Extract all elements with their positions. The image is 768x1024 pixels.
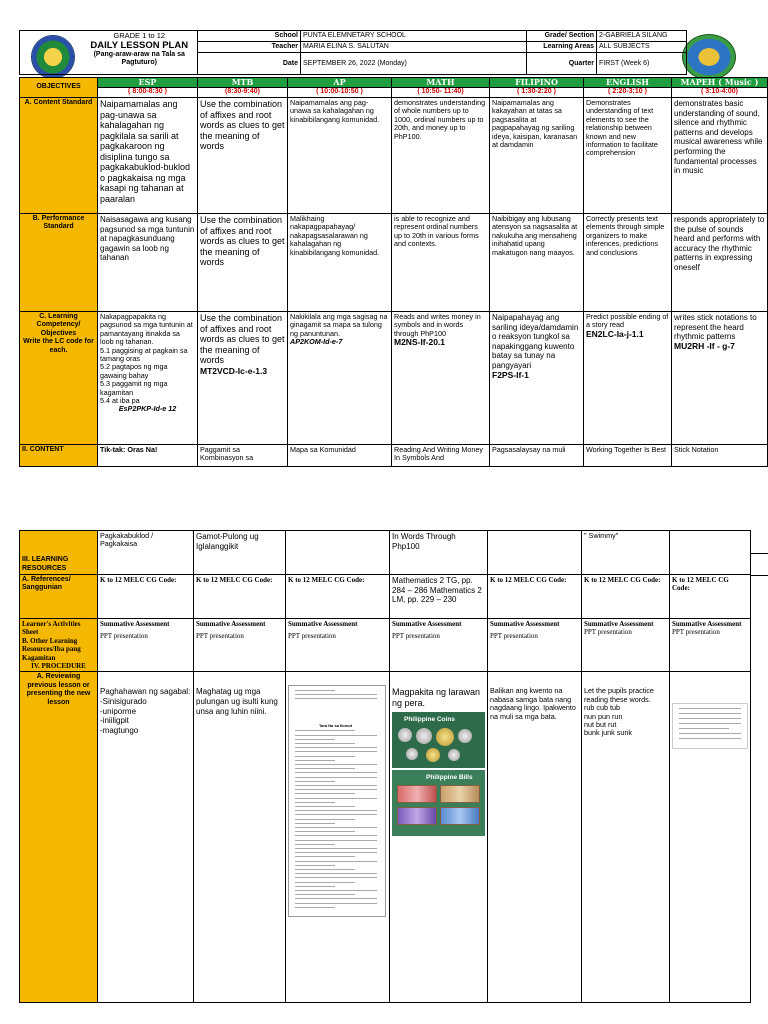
ap-worksheet-image — [288, 685, 386, 917]
activity-sheet-label: Learner's Activities Sheet — [22, 620, 81, 637]
other-ap: PPT presentation — [288, 632, 336, 640]
performance-standard-math: is able to recognize and represent ordinal numbers up to 20th in various forms and contexts. — [392, 214, 490, 312]
content-standard-mapeh: demonstrates basic understanding of sound, silence and rhythmic patterns and develops musical awareness while performing the fundamental processes in music — [672, 98, 768, 214]
subject-english: ENGLISH — [584, 78, 672, 88]
competency-english — [584, 312, 672, 445]
content-standard-math: demonstrates understanding of whole numbers up to 1000, ordinal numbers up to 20th, and money up to PhP100. — [392, 98, 490, 214]
performance-standard-esp: Naisasagawa ang kusang pagsunod sa mga tuntunin at napagkasunduang gagawin sa loob ng tahanan — [98, 214, 198, 312]
content-math: Reading And Writing Money In Symbols And — [392, 445, 490, 467]
competency-filipino-text: Naipapahayag ang sariling ideya/damdamin o reaksyon tungkol sa napakinggang kuwento batay sa tunay na pangyayari — [492, 313, 579, 370]
competency-mtb-code: MT2VCD-Ic-e-1.3 — [200, 365, 268, 376]
references-esp: K to 12 MELC CG Code: — [98, 575, 194, 619]
other-resources-label: B. Other Learning Resources/Iba pang Kagamitan — [22, 636, 81, 662]
teacher-value: MARIA ELINA S. SALUTAN — [301, 42, 527, 53]
quarter-label: Quarter — [527, 53, 597, 75]
divider — [750, 553, 768, 554]
other-math: PPT presentation — [392, 632, 440, 640]
text-line — [295, 873, 377, 874]
competency-ap-text: Nakikilala ang mga sagisag na ginagamit sa mapa sa tulong ng panuntunan. — [290, 312, 388, 338]
learning-areas-value: ALL SUBJECTS — [597, 42, 687, 53]
text-line — [295, 810, 377, 811]
subject-filipino: FILIPINO — [490, 78, 584, 88]
text-line — [295, 890, 377, 891]
performance-standard-mapeh: responds appropriately to the pulse of sounds heard and performs with accuracy the rhythmic patterns in expressing oneself — [672, 214, 768, 312]
text-line — [295, 898, 377, 899]
competency-esp-item: 5.1 paggising at pagkain sa tamang oras — [100, 345, 188, 364]
reviewing-esp-item: -uniporme — [100, 706, 137, 716]
competency-esp-item: 5.3 paggamit ng mga kagamitan — [100, 379, 168, 397]
text-line — [295, 831, 355, 832]
competency-mtb-text: Use the combination of affixes and root words as clues to get the meaning of words — [200, 313, 285, 365]
competency-mapeh-code: MU2RH -If - g-7 — [674, 340, 735, 351]
date-value: SEPTEMBER 26, 2022 (Monday) — [301, 53, 527, 75]
coins-label: Philippine Coins — [404, 716, 455, 724]
reviewing-esp-title: Paghahawan ng sagabal: — [100, 687, 191, 697]
competency-math-code: M2NS-If-20.1 — [394, 337, 446, 348]
money-image — [392, 712, 485, 836]
subject-mtb: MTB — [198, 78, 288, 88]
other-mapeh: PPT presentation — [672, 628, 720, 636]
text-line — [295, 739, 335, 740]
text-line — [295, 751, 377, 752]
text-line — [679, 728, 729, 729]
competency-esp — [98, 312, 198, 445]
reviewing-esp-item: -magtungo — [100, 725, 139, 735]
competency-label: C. Learning Competency/ Objectives — [36, 313, 81, 337]
content-mapeh: Stick Notation — [672, 445, 768, 467]
text-line — [295, 865, 335, 866]
text-line — [295, 802, 335, 803]
content-filipino: Pagsasalaysay na muli — [490, 445, 584, 467]
content-esp: Tik-tak: Oras Na! — [98, 445, 198, 467]
content-standard-filipino: Naipamamalas ang kakayahan at tatas sa pagsasalita at pagpapahayag ng sariling ideya, kaisipan, karanasan at damdamin — [490, 98, 584, 214]
competency-math — [392, 312, 490, 445]
competency-filipino-code: F2PS-If-1 — [492, 369, 529, 380]
other-english: PPT presentation — [584, 628, 632, 636]
performance-standard-ap: Malikhaing nakapagpapahayag/ nakapagsasalarawan ng kahalagahan ng kinabibilangang komunidad. — [288, 214, 392, 312]
content-mtb-cont: Gamot-Pulong ug Iglalanggikit — [194, 531, 286, 575]
text-line — [295, 694, 377, 695]
lesson-plan-table-1 — [19, 77, 768, 467]
reviewing-esp — [98, 672, 194, 1003]
reviewing-english-words: nun pun run — [584, 711, 623, 721]
text-line — [295, 852, 377, 853]
reviewing-ap — [286, 672, 390, 1003]
references-english: K to 12 MELC CG Code: — [582, 575, 670, 619]
other-filipino: PPT presentation — [490, 632, 538, 640]
activity-ap: Summative Assessment — [288, 620, 358, 628]
text-line — [295, 907, 335, 908]
ap-worksheet-title: Tara Na sa Ilonod — [319, 723, 353, 729]
reviewing-english-words: rub cub tub — [584, 703, 620, 713]
text-line — [295, 823, 335, 824]
learning-areas-label: Learning Areas — [527, 42, 597, 53]
text-line — [679, 738, 741, 739]
text-line — [295, 840, 377, 841]
competency-mapeh — [672, 312, 768, 445]
text-line — [295, 730, 355, 731]
header-table — [19, 30, 768, 75]
reviewing-label: A. Reviewing previous lesson or presenting the new lesson — [20, 672, 98, 1003]
competency-esp-text: Nakapagpapakita ng pagsunod sa mga tuntunin at pamantayang itinakda sa loob ng tahanan. — [100, 312, 193, 347]
text-line — [295, 886, 335, 887]
content-esp-cont: Pagkakabuklod / Pagkakaisa — [98, 531, 194, 575]
subject-mapeh: MAPEH ( Music ) — [672, 78, 768, 88]
bill-icon — [397, 807, 437, 825]
date-label: Date — [198, 53, 301, 75]
reviewing-english-words: nut but rut — [584, 720, 617, 730]
competency-esp-item: 5.2 pagtapos ng mga gawaing bahay — [100, 362, 168, 380]
time-filipino: ( 1:30-2:20 ) — [490, 88, 584, 98]
text-line — [295, 798, 377, 799]
reviewing-mtb-text: Maghatag ug mga pulungan ug isulti kung unsa ang luhin niini. — [196, 687, 278, 716]
content-standard-ap: Naipamamalas ang pag-unawa sa kahalagahan ng kinabibilangang komunidad. — [288, 98, 392, 214]
content-english: Working Together Is Best — [584, 445, 672, 467]
page-subtitle: (Pang-araw-araw na Tala sa Pagtuturo) — [93, 51, 185, 66]
content-mtb: Paggamit sa Kombinasyon sa — [198, 445, 288, 467]
competency-english-text: Predict possible ending of a story read — [586, 312, 669, 330]
competency-note: Write the LC code for each. — [23, 338, 94, 354]
teacher-label: Teacher — [198, 42, 301, 53]
references-math: Mathematics 2 TG, pp. 284 – 286 Mathematics 2 LM, pp. 229 – 230 — [390, 575, 488, 619]
text-line — [295, 690, 335, 691]
competency-esp-item: 5.4 at iba pa — [100, 396, 140, 406]
competency-mapeh-text: writes stick notations to represent the heard rhythmic patterns — [674, 313, 757, 342]
references-filipino: K to 12 MELC CG Code: — [488, 575, 582, 619]
text-line — [295, 856, 355, 857]
text-line — [295, 772, 377, 773]
activity-filipino: Summative Assessment — [490, 620, 560, 628]
school-label: School — [198, 31, 301, 42]
objectives-label: OBJECTIVES — [20, 78, 98, 98]
reviewing-esp-item: -Sinisigurado — [100, 697, 147, 707]
text-line — [295, 882, 355, 883]
text-line — [295, 760, 335, 761]
text-line — [295, 814, 377, 815]
procedure-label: IV. PROCEDURE — [31, 662, 86, 671]
text-line — [295, 869, 355, 870]
content-english-cont: " Swimmy" — [582, 531, 670, 575]
competency-english-code: EN2LC-Ia-j-1.1 — [586, 328, 644, 339]
reviewing-english-intro: Let the pupils practice reading these words. — [584, 686, 654, 704]
competency-ap-code: AP2KOM-Id-e-7 — [290, 337, 343, 347]
text-line — [295, 793, 355, 794]
text-line — [295, 785, 377, 786]
time-english: ( 2:20-3:10 ) — [584, 88, 672, 98]
text-line — [295, 789, 377, 790]
content-math-cont: In Words Through Php100 — [390, 531, 488, 575]
reviewing-mtb — [194, 672, 286, 1003]
text-line — [295, 819, 355, 820]
text-line — [295, 781, 335, 782]
performance-standard-english: Correctly presents text elements through simple organizers to make inferences, predictions and conclusions — [584, 214, 672, 312]
references-mtb: K to 12 MELC CG Code: — [194, 575, 286, 619]
activity-english: Summative Assessment — [584, 620, 654, 628]
grade-range: GRADE 1 to 12 — [113, 31, 166, 40]
text-line — [295, 877, 377, 878]
content-ap: Mapa sa Komunidad — [288, 445, 392, 467]
time-mtb: (8:30-9:40) — [198, 88, 288, 98]
grade-section-value: 2-GABRIELA SILANG — [597, 31, 687, 42]
content-standard-mtb: Use the combination of affixes and root words as clues to get the meaning of words — [198, 98, 288, 214]
time-esp: ( 8:00-8:30 ) — [98, 88, 198, 98]
text-line — [295, 903, 377, 904]
competency-ap — [288, 312, 392, 445]
grade-section-label: Grade/ Section — [527, 31, 597, 42]
performance-standard-filipino: Naibibigay ang lubusang atensyon sa nagsasalita at nakukuha ang mensaheng inihahatid upang makatugon nang maayos. — [490, 214, 584, 312]
reviewing-english-words: bunk junk sunk — [584, 728, 632, 738]
content-standard-label: A. Content Standard — [20, 98, 98, 214]
content-standard-english: Demonstrates understanding of text elements to see the relationship between known and new information to facilitate comprehension — [584, 98, 672, 214]
text-line — [295, 861, 377, 862]
quarter-value: FIRST (Week 6) — [597, 53, 687, 75]
text-line — [295, 806, 355, 807]
stick-notation-image — [672, 703, 748, 749]
reviewing-english — [582, 672, 670, 1003]
performance-standard-mtb: Use the combination of affixes and root words as clues to get the meaning of words — [198, 214, 288, 312]
competency-esp-code: EsP2PKP-Id-e 12 — [118, 404, 177, 414]
competency-filipino — [490, 312, 584, 445]
references-ap: K to 12 MELC CG Code: — [286, 575, 390, 619]
text-line — [679, 708, 741, 709]
page-title: DAILY LESSON PLAN — [90, 40, 189, 51]
text-line — [295, 768, 355, 769]
bills-label: Philippine Bills — [426, 774, 473, 782]
text-line — [295, 894, 355, 895]
lesson-plan-table-2 — [19, 530, 751, 1003]
subject-esp: ESP — [98, 78, 198, 88]
references-label: A. References/ Sanggunian — [20, 575, 98, 619]
reviewing-filipino-text: Balikan ang kwento na nabasa samga bata nang nagdaang lingo. Ipakwento na muli sa mga bata. — [490, 686, 576, 721]
bill-icon — [440, 807, 480, 825]
text-line — [295, 735, 377, 736]
text-line — [295, 844, 335, 845]
content-standard-esp: Naipamamalas ang pag-unawa sa kahalagahan ng pagkilala sa sarili at pagkakaroon ng disiplina tungo sa pagkakabuklod-buklod o pagkakaisa ng mga kasapi ng tahanan at paaralan — [98, 98, 198, 214]
text-line — [295, 764, 377, 765]
text-line — [679, 723, 741, 724]
text-line — [295, 743, 355, 744]
bill-icon — [440, 785, 480, 803]
competency-cell — [20, 312, 98, 445]
text-line — [679, 733, 741, 734]
references-mapeh: K to 12 MELC CG Code: — [670, 575, 751, 619]
activity-mapeh: Summative Assessment — [672, 620, 742, 628]
text-line — [295, 747, 377, 748]
text-line — [295, 756, 355, 757]
text-line — [295, 827, 377, 828]
text-line — [295, 698, 377, 699]
resources-labels-cell — [20, 619, 98, 672]
text-line — [295, 777, 377, 778]
subject-math: MATH — [392, 78, 490, 88]
subject-ap: AP — [288, 78, 392, 88]
performance-standard-label: B. Performance Standard — [20, 214, 98, 312]
activity-esp: Summative Assessment — [100, 620, 170, 628]
other-mtb: PPT presentation — [196, 632, 244, 640]
divider — [750, 575, 768, 576]
activity-math: Summative Assessment — [392, 620, 462, 628]
reviewing-filipino — [488, 672, 582, 1003]
competency-math-text: Reads and writes money in symbols and in words through PhP100 — [394, 312, 481, 338]
competency-mtb — [198, 312, 288, 445]
text-line — [679, 718, 741, 719]
other-esp: PPT presentation — [100, 632, 148, 640]
bill-icon — [397, 785, 437, 803]
content-label: II. CONTENT — [20, 445, 98, 467]
reviewing-math — [390, 672, 488, 1003]
text-line — [679, 713, 741, 714]
reviewing-math-text: Magpakita ng larawan ng pera. — [392, 687, 481, 708]
activity-mtb: Summative Assessment — [196, 620, 266, 628]
time-math: ( 10:50- 11:40) — [392, 88, 490, 98]
text-line — [295, 848, 377, 849]
time-ap: ( 10:00-10:50 ) — [288, 88, 392, 98]
reviewing-mapeh — [670, 672, 751, 1003]
learning-resources-label: III. LEARNING RESOURCES — [20, 531, 98, 575]
text-line — [295, 835, 377, 836]
time-mapeh: ( 3:10-4:00) — [672, 88, 768, 98]
school-value: PUNTA ELEMNETARY SCHOOL — [301, 31, 527, 42]
reviewing-esp-item: -iniiligpit — [100, 716, 129, 726]
